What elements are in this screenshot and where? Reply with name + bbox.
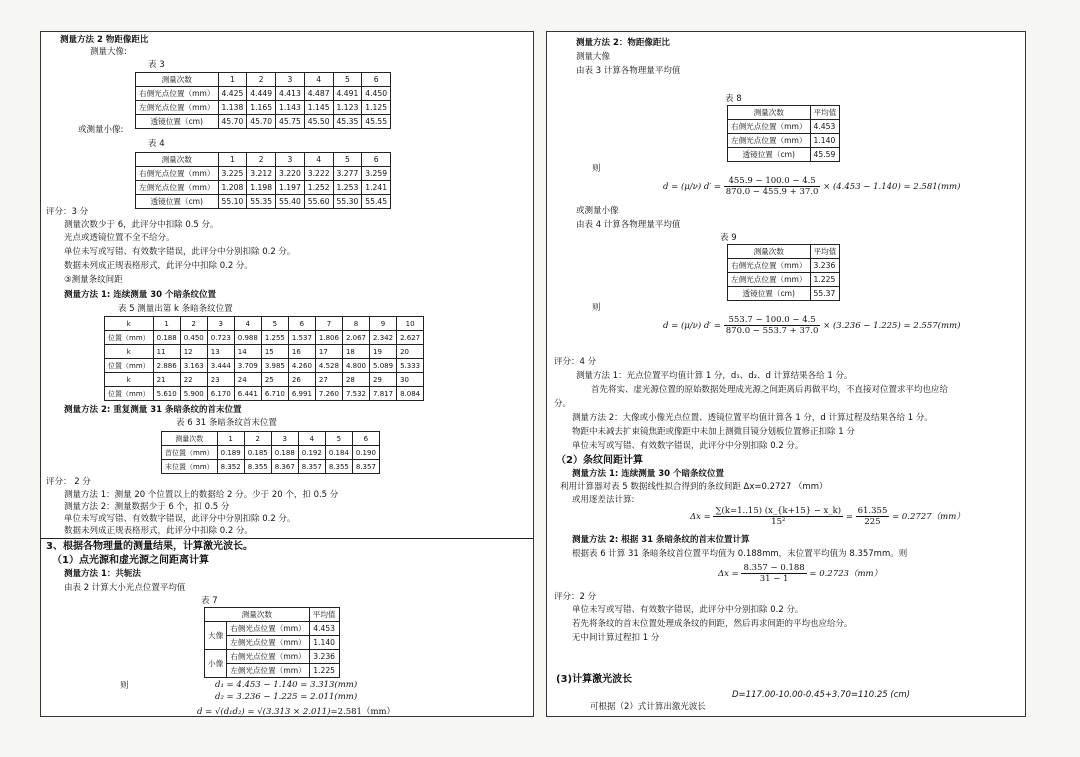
r-wavelength-heading: (3)计算激光波长 — [556, 674, 633, 685]
table3-cell: 2 — [247, 73, 276, 87]
table5-cell: 2.627 — [397, 331, 424, 345]
table5-cell: 0.188 — [153, 331, 180, 345]
table3-row — [136, 115, 391, 129]
table9-row — [728, 259, 840, 273]
rule-4: 数据未列成正规表格形式，此评分中扣除 0.2 分。 — [64, 261, 253, 271]
table3-cell: 45.50 — [304, 115, 333, 129]
r-method2: 测量方法 2：物距像距比 — [576, 38, 670, 48]
table8-row — [728, 148, 840, 162]
table4-cell: 4 — [304, 153, 333, 167]
table6-cell: 0.188 — [271, 446, 298, 460]
fringe-section: ③测量条纹间距 — [64, 275, 123, 285]
table4-cell: 3.225 — [218, 167, 247, 181]
fringe-method1: 测量方法 1: 连续测量 30 个暗条纹位置 — [64, 290, 216, 300]
table6-cell: 0.185 — [244, 446, 271, 460]
table5-row — [105, 359, 424, 373]
table5-cell: 位置（mm） — [105, 387, 154, 401]
table3-cell: 45.70 — [218, 115, 247, 129]
table7-cell: 平均值 — [309, 608, 339, 622]
table4-cell: 55.45 — [362, 195, 391, 209]
table3-cell: 4.425 — [218, 87, 247, 101]
table5-cell: 16 — [288, 345, 315, 359]
table7-cell: 4.453 — [309, 622, 339, 636]
table7-cell: 1.225 — [309, 664, 339, 678]
table5-cell: 6.991 — [288, 387, 315, 401]
eq-delta-x-1: Δx = $\frac{\sum(k=1..15) (x\_\{k+15\} - x\_k)}{\text{15²}}$ = $\frac{61.355}{225}$ = 0.2727（mm） — [690, 506, 965, 527]
small-image-label: 或测量小像: — [78, 125, 124, 135]
table9-caption: 表 9 — [720, 233, 737, 243]
table3-cell: 4.491 — [333, 87, 362, 101]
table5-cell: 14 — [234, 345, 261, 359]
table6-cell: 1 — [217, 432, 244, 446]
table3-cell: 4 — [304, 73, 333, 87]
r-score-2: 评分：2 分 — [554, 592, 597, 602]
table7-cell: 3.236 — [309, 650, 339, 664]
table8-cell: 右侧光点位置（mm） — [728, 120, 811, 134]
table5-cell: 20 — [397, 345, 424, 359]
table5-cell: 5.333 — [397, 359, 424, 373]
section-3-heading: 3、根据各物理量的测量结果，计算激光波长。 — [46, 541, 253, 552]
table4-cell: 左侧光点位置（mm） — [136, 181, 219, 195]
r-p6: 单位未写或写错、有效数字错误，此评分中分别扣除 0.2 分。 — [572, 441, 804, 451]
table7-cell: 1.140 — [309, 636, 339, 650]
table5-cell: 3 — [207, 317, 234, 331]
table3-cell: 1.165 — [247, 101, 276, 115]
table3-cell: 1.143 — [276, 101, 305, 115]
table5-cell: 8.084 — [397, 387, 424, 401]
rule-1: 测量次数少于 6，此评分中扣除 0.5 分。 — [64, 220, 219, 230]
table3-cell: 45.55 — [362, 115, 391, 129]
r-p1: 测量方法 1：光点位置平均值计算 1 分，d₁、d₂、d 计算结果各给 1 分。 — [576, 371, 853, 381]
score-3: 评分：3 分 — [46, 207, 89, 217]
table5-cell: 23 — [207, 373, 234, 387]
table3-cell: 1.125 — [362, 101, 391, 115]
table5-cell: 3.163 — [180, 359, 207, 373]
table5-cell: 3.444 — [207, 359, 234, 373]
table4-cell: 6 — [362, 153, 391, 167]
r-fringe-m2: 测量方法 2: 根据 31 条暗条纹的首末位置计算 — [572, 535, 750, 545]
table5-cell: 6 — [288, 317, 315, 331]
table4-cell: 3.277 — [333, 167, 362, 181]
table4-row — [136, 181, 391, 195]
table3-cell: 1.138 — [218, 101, 247, 115]
table8-row — [728, 120, 840, 134]
table6-cell: 0.189 — [217, 446, 244, 460]
table3-cell: 4.449 — [247, 87, 276, 101]
table6-cell: 4 — [298, 432, 325, 446]
r-q3: 无中间计算过程扣 1 分 — [572, 633, 660, 643]
table4-cell: 1 — [218, 153, 247, 167]
table5-cell: k — [105, 317, 154, 331]
table8-cell: 1.140 — [810, 134, 840, 148]
table5-cell: 7.532 — [342, 387, 369, 401]
table9-cell: 55.37 — [810, 287, 840, 301]
r-p4: 测量方法 2：大像或小像光点位置、透镜位置平均值计算各 1 分，d 计算过程及结果各给 1 分。 — [572, 413, 933, 423]
table7-caption: 表 7 — [201, 596, 218, 606]
table6-cell: 6 — [352, 432, 379, 446]
table5-cell: 29 — [370, 373, 397, 387]
table6-cell: 8.355 — [325, 460, 352, 474]
table6-row — [162, 460, 380, 474]
table5-cell: 24 — [234, 373, 261, 387]
table8-row — [728, 106, 840, 120]
table5-row — [105, 373, 424, 387]
table6-cell: 3 — [271, 432, 298, 446]
r-fringe-heading: （2）条纹间距计算 — [556, 455, 643, 466]
table8-cell: 4.453 — [810, 120, 840, 134]
table4-cell: 右侧光点位置（mm） — [136, 167, 219, 181]
table6-cell: 0.192 — [298, 446, 325, 460]
table7-cell: 左侧光点位置（mm） — [227, 636, 310, 650]
table4-cell: 测量次数 — [136, 153, 219, 167]
table-4 — [135, 152, 391, 209]
table9-cell: 平均值 — [810, 245, 840, 259]
table5-cell: 15 — [261, 345, 288, 359]
score-2: 评分： 2 分 — [46, 477, 91, 487]
table5-cell: 5.610 — [153, 387, 180, 401]
table5-cell: 13 — [207, 345, 234, 359]
s-rule-4: 数据未列成正规表格形式，此评分中扣除 0.2 分。 — [64, 526, 253, 536]
table7-cell: 右侧光点位置（mm） — [227, 622, 310, 636]
table5-row — [105, 345, 424, 359]
table3-cell: 1.145 — [304, 101, 333, 115]
table6-cell: 8.355 — [244, 460, 271, 474]
table5-cell: 6.170 — [207, 387, 234, 401]
table5-cell: 8 — [342, 317, 369, 331]
table6-cell: 8.367 — [271, 460, 298, 474]
table5-cell: 18 — [342, 345, 369, 359]
table3-cell: 1 — [218, 73, 247, 87]
table5-cell: 5.900 — [180, 387, 207, 401]
table6-cell: 0.190 — [352, 446, 379, 460]
table5-cell: 9 — [370, 317, 397, 331]
table3-cell: 右侧光点位置（mm） — [136, 87, 219, 101]
table4-cell: 1.197 — [276, 181, 305, 195]
r-fringe-m1: 测量方法 1: 连续测量 30 个暗条纹位置 — [572, 469, 724, 479]
table3-row — [136, 73, 391, 87]
table4-cell: 55.30 — [333, 195, 362, 209]
r-q2: 若先将条纹的首末位置处理成条纹的间距，然后再求间距的平均也应给分。 — [572, 619, 853, 629]
table7-cell: 左侧光点位置（mm） — [227, 664, 310, 678]
table4-cell: 1.208 — [218, 181, 247, 195]
table4-cell: 1.198 — [247, 181, 276, 195]
table8-cell: 左侧光点位置（mm） — [728, 134, 811, 148]
table4-cell: 透镜位置（cm) — [136, 195, 219, 209]
table3-cell: 4.413 — [276, 87, 305, 101]
eq-d1: d₁ = 4.453 − 1.140 = 3.313(mm) — [215, 680, 358, 690]
table5-cell: 3.709 — [234, 359, 261, 373]
table3-cell: 5 — [333, 73, 362, 87]
table8-caption: 表 8 — [725, 94, 742, 104]
eq-d: d = √(d₁d₂) = √(3.313 × 2.011)=2.581（mm） — [197, 707, 396, 717]
table5-cell: 2 — [180, 317, 207, 331]
table5-row — [105, 387, 424, 401]
table4-cell: 1.252 — [304, 181, 333, 195]
table-5 — [104, 316, 424, 401]
table4-row — [136, 167, 391, 181]
table8-cell: 测量次数 — [728, 106, 811, 120]
table3-cell: 3 — [276, 73, 305, 87]
table7-row — [205, 608, 340, 622]
table6-cell: 5 — [325, 432, 352, 446]
table4-row — [136, 195, 391, 209]
table4-cell: 5 — [333, 153, 362, 167]
table5-cell: k — [105, 373, 154, 387]
table5-cell: 位置（mm） — [105, 331, 154, 345]
r-p3: 分。 — [554, 399, 572, 409]
table3-row — [136, 87, 391, 101]
eq-delta-x-2: Δx = $\frac{8.357 - 0.188}{31 - 1}$ = 0.2723（mm） — [718, 563, 883, 584]
table4-cell: 3.212 — [247, 167, 276, 181]
big-image-label: 测量大像: — [90, 47, 127, 57]
table5-cell: 19 — [370, 345, 397, 359]
table5-cell: 17 — [315, 345, 342, 359]
table5-cell: 0.988 — [234, 331, 261, 345]
table3-cell: 测量次数 — [136, 73, 219, 87]
table5-cell: 5.089 — [370, 359, 397, 373]
table8-cell: 透镜位置（cm) — [728, 148, 811, 162]
table5-cell: 26 — [288, 373, 315, 387]
table4-cell: 3 — [276, 153, 305, 167]
table3-cell: 1.123 — [333, 101, 362, 115]
table3-cell: 透镜位置（cm) — [136, 115, 219, 129]
table9-row — [728, 245, 840, 259]
table5-cell: 4 — [234, 317, 261, 331]
s-rule-3: 单位未写或写错、有效数字错误，此评分中分别扣除 0.2 分。 — [64, 514, 296, 524]
table5-cell: 位置（mm） — [105, 359, 154, 373]
s-rule-1: 测量方法 1：测量 20 个位置以上的数据给 2 分。少于 20 个，扣 0.5 分 — [64, 490, 339, 500]
table5-row — [105, 317, 424, 331]
table5-cell: 1.255 — [261, 331, 288, 345]
table5-cell: 7.260 — [315, 387, 342, 401]
then-label: 则 — [120, 681, 129, 691]
r-fringe-m2a: 根据表 6 计算 31 条暗条纹首位置平均值为 0.188mm，末位置平均值为 8.357mm。则 — [572, 549, 908, 559]
table5-cell: 2.342 — [370, 331, 397, 345]
table6-cell: 首位置（mm） — [162, 446, 218, 460]
table8-cell: 45.59 — [810, 148, 840, 162]
table-8 — [727, 105, 840, 162]
table5-cell: 4.800 — [342, 359, 369, 373]
r-fringe-m1b: 或用逐差法计算: — [572, 495, 635, 505]
table5-cell: 6.710 — [261, 387, 288, 401]
table4-caption: 表 4 — [148, 139, 165, 149]
table5-row — [105, 331, 424, 345]
table3-cell: 45.70 — [247, 115, 276, 129]
table5-cell: 21 — [153, 373, 180, 387]
table5-cell: 1.806 — [315, 331, 342, 345]
eq-distance-small: d = (μ/ν) d′ = $\frac{553.7 - 100.0 - 4.5}{870.0 - 553.7 + 37.0}$ × (3.236 − 1.225) = 2.557(mm) — [663, 315, 961, 336]
r-then-1: 则 — [592, 164, 601, 174]
table8-row — [728, 134, 840, 148]
eq-d2: d₂ = 3.236 − 1.225 = 2.011(mm) — [215, 692, 358, 702]
table5-cell: 2.886 — [153, 359, 180, 373]
table5-cell: 0.450 — [180, 331, 207, 345]
table3-cell: 45.75 — [276, 115, 305, 129]
fringe-method2: 测量方法 2: 重复测量 31 条暗条纹的首末位置 — [64, 405, 242, 415]
table-3 — [135, 72, 391, 129]
table7-group: 小像 — [205, 650, 227, 678]
table4-cell: 55.10 — [218, 195, 247, 209]
table5-cell: 30 — [397, 373, 424, 387]
table5-caption: 表 5 测量出第 k 条暗条纹位置 — [118, 304, 233, 314]
table5-cell: 12 — [180, 345, 207, 359]
rule-3: 单位未写或写错、有效数字错误，此评分中分别扣除 0.2 分。 — [64, 247, 296, 257]
section-3-1-heading: （1）点光源和虚光源之间距离计算 — [52, 555, 209, 566]
table4-cell: 3.259 — [362, 167, 391, 181]
r-D-eq: D=117.00-10.00-0.45+3.70=110.25 (cm) — [732, 690, 911, 700]
table6-cell: 0.184 — [325, 446, 352, 460]
r-from-table4: 由表 4 计算各物理量平均值 — [576, 220, 681, 230]
table6-cell: 末位置（mm） — [162, 460, 218, 474]
r-p2: 首先将实、虚光源位置的原始数据处理成光源之间距离后再做平均，不直接对位置求平均也应给 — [591, 385, 949, 395]
table9-cell: 透镜位置（cm) — [728, 287, 811, 301]
table4-cell: 55.60 — [304, 195, 333, 209]
table5-cell: 28 — [342, 373, 369, 387]
table9-row — [728, 273, 840, 287]
table7-row — [205, 650, 340, 664]
table9-cell: 1.225 — [810, 273, 840, 287]
eq-distance-big: d = (μ/ν) d′ = $\frac{455.9 - 100.0 - 4.5}{870.0 - 455.9 + 37.0}$ × (4.453 − 1.140) = 2.581(mm) — [663, 176, 961, 197]
table-7 — [204, 607, 340, 678]
table7-group: 大像 — [205, 622, 227, 650]
r-score-4: 评分：4 分 — [554, 357, 597, 367]
method2-title: 测量方法 2 物距像距比 — [60, 35, 149, 45]
table5-cell: 25 — [261, 373, 288, 387]
divider — [41, 538, 533, 539]
table3-cell: 4.487 — [304, 87, 333, 101]
table-9 — [727, 244, 840, 301]
table9-cell: 右侧光点位置（mm） — [728, 259, 811, 273]
table3-caption: 表 3 — [148, 60, 165, 70]
table7-cell: 测量次数 — [205, 608, 310, 622]
table5-cell: 0.723 — [207, 331, 234, 345]
conjugate-desc: 由表 2 计算大小光点位置平均值 — [64, 583, 186, 593]
table5-cell: 27 — [315, 373, 342, 387]
table5-cell: 7.817 — [370, 387, 397, 401]
table3-row — [136, 101, 391, 115]
table4-cell: 3.222 — [304, 167, 333, 181]
table3-cell: 4.450 — [362, 87, 391, 101]
table6-row — [162, 446, 380, 460]
table4-cell: 1.241 — [362, 181, 391, 195]
table5-cell: 4.260 — [288, 359, 315, 373]
table4-row — [136, 153, 391, 167]
table6-cell: 8.352 — [217, 460, 244, 474]
table5-cell: 1.537 — [288, 331, 315, 345]
table7-cell: 右侧光点位置（mm） — [227, 650, 310, 664]
table5-cell: 1 — [153, 317, 180, 331]
table9-row — [728, 287, 840, 301]
table4-cell: 3.220 — [276, 167, 305, 181]
table6-cell: 2 — [244, 432, 271, 446]
table9-cell: 测量次数 — [728, 245, 811, 259]
table6-cell: 8.357 — [352, 460, 379, 474]
table4-cell: 55.35 — [247, 195, 276, 209]
table5-cell: 11 — [153, 345, 180, 359]
r-from-table3: 由表 3 计算各物理量平均值 — [576, 66, 681, 76]
table7-row — [205, 622, 340, 636]
table3-cell: 45.35 — [333, 115, 362, 129]
table6-caption: 表 6 31 条暗条纹首末位置 — [176, 418, 277, 428]
rule-2: 光点或透镜位置不全不给分。 — [64, 233, 175, 243]
s-rule-2: 测量方法 2：测量数据少于 6 个，扣 0.5 分 — [64, 502, 230, 512]
r-fringe-m1a: 利用计算器对表 5 数据线性拟合得到的条纹间距 Δx=0.2727 （mm） — [560, 482, 828, 492]
table-6 — [161, 431, 380, 474]
r-p5: 物距中未减去扩束镜焦距或像距中未加上测微目镜分划板位置修正扣除 1 分 — [572, 427, 855, 437]
table5-cell: 22 — [180, 373, 207, 387]
table5-cell: 7 — [315, 317, 342, 331]
table3-cell: 左侧光点位置（mm） — [136, 101, 219, 115]
table5-cell: 6.441 — [234, 387, 261, 401]
table3-cell: 6 — [362, 73, 391, 87]
table9-cell: 3.236 — [810, 259, 840, 273]
r-last-line: 可根据（2）式计算出激光波长 — [590, 702, 706, 712]
table5-cell: 4.528 — [315, 359, 342, 373]
conjugate-method: 测量方法 1：共轭法 — [64, 569, 141, 579]
table4-cell: 55.40 — [276, 195, 305, 209]
table9-cell: 左侧光点位置（mm） — [728, 273, 811, 287]
table8-cell: 平均值 — [810, 106, 840, 120]
table6-cell: 8.357 — [298, 460, 325, 474]
r-q1: 单位未写或写错、有效数字错误，此评分中分别扣除 0.2 分。 — [572, 605, 804, 615]
table5-cell: k — [105, 345, 154, 359]
table5-cell: 10 — [397, 317, 424, 331]
r-big-label: 测量大像 — [576, 52, 611, 62]
table5-cell: 3.985 — [261, 359, 288, 373]
table5-cell: 2.067 — [342, 331, 369, 345]
r-then-2: 则 — [592, 303, 601, 313]
table6-row — [162, 432, 380, 446]
table6-cell: 测量次数 — [162, 432, 218, 446]
table4-cell: 1.253 — [333, 181, 362, 195]
table5-cell: 5 — [261, 317, 288, 331]
table4-cell: 2 — [247, 153, 276, 167]
r-small-label: 或测量小像 — [576, 206, 619, 216]
